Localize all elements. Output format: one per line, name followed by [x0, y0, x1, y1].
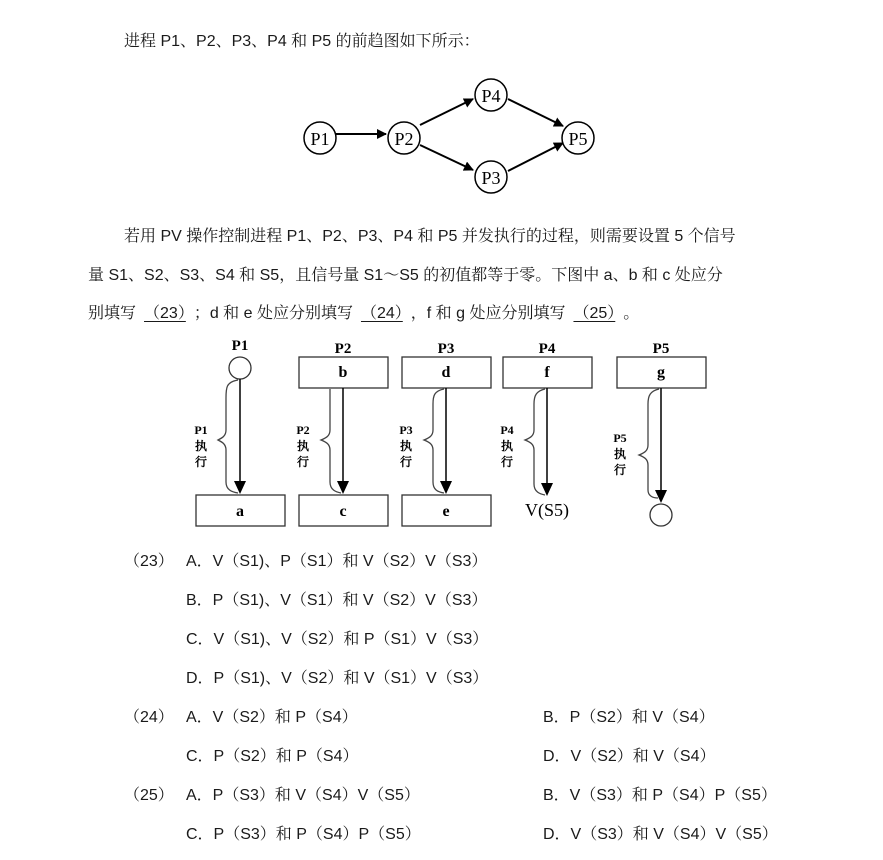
svg-text:P5: P5: [568, 129, 588, 149]
q24-number: （24）: [124, 709, 174, 726]
q24-option-d[interactable]: D．V（S2）和 V（S4）: [543, 748, 716, 765]
q23-option-c[interactable]: C．V（S1)、V（S2）和 P（S1）V（S3）: [186, 631, 489, 648]
blank-23: （23）: [144, 305, 186, 322]
q23-option-b[interactable]: B．P（S1)、V（S1）和 V（S2）V（S3）: [186, 592, 488, 609]
svg-text:f: f: [544, 364, 550, 381]
q25-option-d[interactable]: D．V（S3）和 V（S4）V（S5）: [543, 826, 778, 843]
paragraph-line-1: 若用 PV 操作控制进程 P1、P2、P3、P4 和 P5 并发执行的过程，则需要设置 5 个信号: [124, 228, 736, 245]
svg-text:c: c: [339, 503, 347, 520]
svg-text:g: g: [657, 364, 665, 381]
q23-number: （23）: [124, 553, 174, 570]
svg-text:e: e: [442, 503, 450, 520]
svg-text:P1: P1: [310, 129, 330, 149]
svg-text:执: 执: [613, 447, 627, 461]
svg-text:a: a: [236, 503, 244, 520]
svg-text:P4: P4: [500, 423, 514, 437]
svg-text:执: 执: [399, 439, 413, 453]
svg-text:P3: P3: [437, 341, 455, 357]
svg-text:行: 行: [613, 463, 627, 477]
svg-text:b: b: [338, 364, 348, 381]
svg-text:执: 执: [500, 439, 514, 453]
svg-text:d: d: [441, 364, 451, 381]
q24-option-b[interactable]: B．P（S2）和 V（S4）: [543, 709, 715, 726]
intro-text: 进程 P1、P2、P3、P4 和 P5 的前趋图如下所示：: [124, 33, 480, 50]
svg-text:行: 行: [500, 455, 514, 469]
svg-text:执: 执: [194, 439, 208, 453]
svg-text:P3: P3: [481, 168, 501, 188]
svg-text:P2: P2: [296, 423, 310, 437]
q25-option-a[interactable]: A．P（S3）和 V（S4）V（S5）: [186, 787, 420, 804]
svg-text:P1: P1: [194, 423, 208, 437]
q25-option-c[interactable]: C．P（S3）和 P（S4）P（S5）: [186, 826, 421, 843]
svg-text:P1: P1: [231, 338, 249, 354]
q24-option-a[interactable]: A．V（S2）和 P（S4）: [186, 709, 358, 726]
svg-text:行: 行: [194, 455, 208, 469]
q25-number: （25）: [124, 787, 174, 804]
paragraph-line-3: 别填写 （23） ；d 和 e 处应分别填写 （24） ，f 和 g 处应分别填写 （25） 。: [88, 305, 640, 322]
svg-text:P4: P4: [481, 86, 501, 106]
blank-25: （25）: [573, 305, 616, 322]
svg-text:P3: P3: [399, 423, 413, 437]
q24-option-c[interactable]: C．P（S2）和 P（S4）: [186, 748, 359, 765]
q23-option-d[interactable]: D．P（S1)、V（S2）和 V（S1）V（S3）: [186, 670, 489, 687]
q23-option-a[interactable]: A．V（S1)、P（S1）和 V（S2）V（S3）: [186, 553, 488, 570]
paragraph-line-2: 量 S1、S2、S3、S4 和 S5，且信号量 S1～S5 的初值都等于零。下图中 a、b 和 c 处应分: [88, 267, 723, 284]
blank-24: （24）: [360, 305, 403, 322]
svg-text:执: 执: [296, 439, 310, 453]
svg-text:P5: P5: [652, 341, 670, 357]
q25-option-b[interactable]: B．V（S3）和 P（S4）P（S5）: [543, 787, 777, 804]
svg-text:P5: P5: [613, 431, 627, 445]
svg-text:P4: P4: [538, 341, 556, 357]
svg-text:行: 行: [296, 455, 310, 469]
svg-text:行: 行: [399, 455, 413, 469]
svg-text:V(S5): V(S5): [525, 500, 569, 520]
svg-text:P2: P2: [394, 129, 414, 149]
svg-text:P2: P2: [334, 341, 352, 357]
